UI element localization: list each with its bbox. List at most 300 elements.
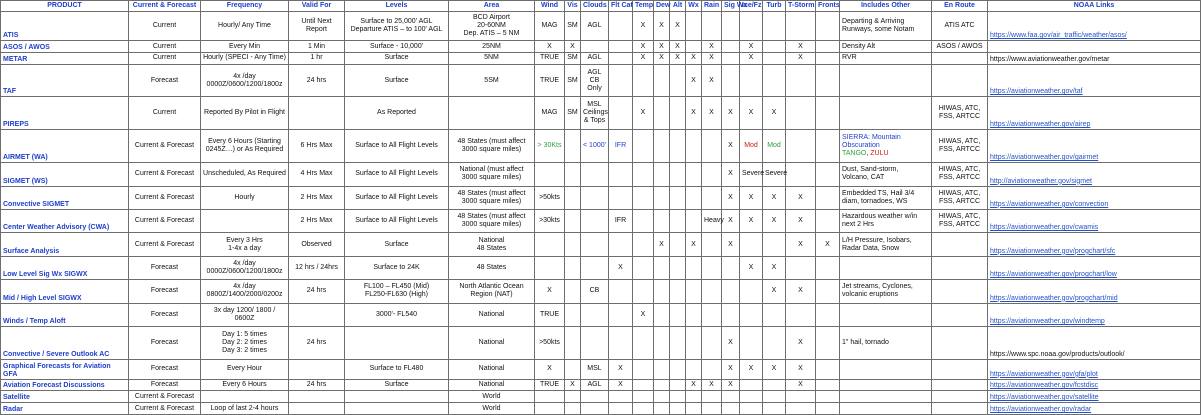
- cell-clouds: [581, 233, 609, 256]
- cell-clouds: CB: [581, 280, 609, 303]
- cell-enroute: [932, 327, 988, 360]
- cell-fronts: [816, 280, 840, 303]
- cell-wind: [535, 256, 565, 279]
- cell-freq: Every Hour: [201, 359, 289, 379]
- cell-alt: X: [670, 52, 686, 64]
- cell-area: 48 States (must affect 3000 square miles): [449, 186, 535, 209]
- cell-cf: Forecast: [129, 379, 201, 391]
- cell-enroute: [932, 52, 988, 64]
- cell-area: World: [449, 403, 535, 415]
- cell-wind: [535, 233, 565, 256]
- cell-freq: Hourly: [201, 186, 289, 209]
- cell-product: Low Level Sig Wx SIGWX: [1, 256, 129, 279]
- cell-icefz: [740, 327, 763, 360]
- cell-dew: [654, 379, 670, 391]
- cell-tstorm: [786, 97, 816, 130]
- cell-tstorm: X: [786, 209, 816, 232]
- header-row: [1, 1, 1201, 12]
- cell-turb: [763, 41, 786, 53]
- cell-temp: X: [633, 97, 654, 130]
- cell-icefz: X: [740, 359, 763, 379]
- cell-cf: Current: [129, 41, 201, 53]
- cell-tstorm: [786, 130, 816, 163]
- cell-temp: [633, 233, 654, 256]
- cell-vis: [565, 209, 581, 232]
- col-header-vis: Vis: [565, 1, 581, 12]
- cell-clouds: [581, 186, 609, 209]
- cell-cf: Forecast: [129, 64, 201, 97]
- cell-freq: Every 3 Hrs 1-4x a day: [201, 233, 289, 256]
- cell-fltcat: X: [609, 359, 633, 379]
- cell-icefz: X: [740, 256, 763, 279]
- cell-fltcat: [609, 52, 633, 64]
- cell-sigwx: [722, 12, 740, 41]
- cell-rain: [702, 403, 722, 415]
- cell-freq: 4x /day 0800Z/1400/2000/0200z: [201, 280, 289, 303]
- cell-freq: Loop of last 2-4 hours: [201, 403, 289, 415]
- cell-fronts: [816, 391, 840, 403]
- cell-includes: Hazardous weather w/in next 2 Hrs: [840, 209, 932, 232]
- cell-valid: 2 Hrs Max: [289, 209, 345, 232]
- cell-sigwx: [722, 280, 740, 303]
- cell-enroute: [932, 391, 988, 403]
- noaa-link[interactable]: https://aviationweather.gov/fcstdisc: [988, 379, 1201, 391]
- cell-tstorm: X: [786, 52, 816, 64]
- cell-cf: Forecast: [129, 327, 201, 360]
- cell-tstorm: [786, 12, 816, 41]
- cell-icefz: X: [740, 52, 763, 64]
- cell-fltcat: [609, 97, 633, 130]
- cell-levels: 3000'- FL540: [345, 303, 449, 326]
- cell-area: National (must affect 3000 square miles): [449, 163, 535, 186]
- cell-temp: [633, 209, 654, 232]
- cell-alt: [670, 256, 686, 279]
- cell-product: Convective SIGMET: [1, 186, 129, 209]
- cell-valid: 24 hrs: [289, 280, 345, 303]
- cell-dew: [654, 256, 670, 279]
- noaa-link[interactable]: https://www.aviationweather.gov/metar: [988, 52, 1201, 64]
- noaa-link[interactable]: https://aviationweather.gov/windtemp: [988, 303, 1201, 326]
- cell-product: Aviation Forecast Discussions: [1, 379, 129, 391]
- noaa-link[interactable]: https://aviationweather.gov/convection: [988, 186, 1201, 209]
- cell-cf: Current & Forecast: [129, 403, 201, 415]
- cell-enroute: HIWAS, ATC, FSS, ARTCC: [932, 130, 988, 163]
- cell-levels: Surface: [345, 233, 449, 256]
- cell-vis: SM: [565, 97, 581, 130]
- cell-tstorm: [786, 163, 816, 186]
- table-row-radar: [1, 403, 1201, 415]
- cell-enroute: HIWAS, ATC, FSS, ARTCC: [932, 209, 988, 232]
- cell-wx: [686, 359, 702, 379]
- cell-sigwx: [722, 303, 740, 326]
- col-header-en-route: En Route: [932, 1, 988, 12]
- cell-temp: [633, 256, 654, 279]
- cell-fltcat: X: [609, 379, 633, 391]
- cell-valid: [289, 303, 345, 326]
- cell-clouds: [581, 209, 609, 232]
- cell-tstorm: [786, 303, 816, 326]
- cell-cf: Current & Forecast: [129, 391, 201, 403]
- cell-icefz: X: [740, 209, 763, 232]
- cell-fltcat: [609, 303, 633, 326]
- col-header-noaa-links: NOAA Links: [988, 1, 1201, 12]
- cell-icefz: X: [740, 97, 763, 130]
- cell-clouds: AGL CB Only: [581, 64, 609, 97]
- cell-product: Surface Analysis: [1, 233, 129, 256]
- cell-rain: [702, 12, 722, 41]
- noaa-link[interactable]: https://aviationweather.gov/gfa/plot: [988, 359, 1201, 379]
- cell-enroute: [932, 379, 988, 391]
- cell-levels: Surface to All Flight Levels: [345, 209, 449, 232]
- cell-vis: SM: [565, 52, 581, 64]
- cell-clouds: [581, 163, 609, 186]
- cell-valid: 24 hrs: [289, 64, 345, 97]
- cell-area: 48 States (must affect 3000 square miles): [449, 130, 535, 163]
- cell-vis: [565, 391, 581, 403]
- cell-rain: [702, 163, 722, 186]
- cell-levels: Surface to All Flight Levels: [345, 130, 449, 163]
- cell-enroute: [932, 233, 988, 256]
- cell-includes: Density Alt: [840, 41, 932, 53]
- cell-wx: X: [686, 379, 702, 391]
- cell-levels: Surface to All Flight Levels: [345, 163, 449, 186]
- cell-alt: X: [670, 12, 686, 41]
- cell-turb: [763, 64, 786, 97]
- cell-cf: Forecast: [129, 256, 201, 279]
- cell-rain: [702, 186, 722, 209]
- cell-area: National: [449, 303, 535, 326]
- cell-product: ASOS / AWOS: [1, 41, 129, 53]
- cell-freq: 4x /day 0000Z/0600/1200/1800z: [201, 256, 289, 279]
- cell-valid: 1 hr: [289, 52, 345, 64]
- cell-fltcat: [609, 280, 633, 303]
- cell-dew: [654, 391, 670, 403]
- cell-tstorm: X: [786, 233, 816, 256]
- cell-includes: Jet streams, Cyclones, volcanic eruptions: [840, 280, 932, 303]
- cell-dew: [654, 403, 670, 415]
- cell-alt: [670, 233, 686, 256]
- cell-fronts: [816, 12, 840, 41]
- noaa-link[interactable]: https://www.faa.gov/air_traffic/weather/asos/: [988, 12, 1201, 41]
- cell-tstorm: X: [786, 41, 816, 53]
- table-row-winds-temp-aloft: [1, 303, 1201, 326]
- cell-product: Winds / Temp Aloft: [1, 303, 129, 326]
- cell-wx: [686, 186, 702, 209]
- cell-dew: X: [654, 41, 670, 53]
- cell-turb: [763, 233, 786, 256]
- cell-icefz: [740, 391, 763, 403]
- table-row-surface-analysis: [1, 233, 1201, 256]
- cell-fronts: [816, 379, 840, 391]
- cell-dew: [654, 280, 670, 303]
- col-header-current-forecast: Current & Forecast: [129, 1, 201, 12]
- cell-wx: X: [686, 97, 702, 130]
- cell-clouds: [581, 403, 609, 415]
- cell-freq: Unscheduled, As Required: [201, 163, 289, 186]
- cell-includes: L/H Pressure, Isobars, Radar Data, Snow: [840, 233, 932, 256]
- cell-levels: [345, 327, 449, 360]
- cell-fltcat: [609, 12, 633, 41]
- cell-dew: [654, 186, 670, 209]
- cell-fltcat: X: [609, 256, 633, 279]
- cell-turb: X: [763, 97, 786, 130]
- cell-alt: [670, 303, 686, 326]
- cell-freq: Every Min: [201, 41, 289, 53]
- cell-temp: X: [633, 41, 654, 53]
- cell-turb: X: [763, 359, 786, 379]
- cell-vis: [565, 303, 581, 326]
- cell-levels: Surface to 24K: [345, 256, 449, 279]
- cell-temp: [633, 391, 654, 403]
- cell-area: National 48 States: [449, 233, 535, 256]
- cell-wind: TRUE: [535, 52, 565, 64]
- cell-turb: Severe: [763, 163, 786, 186]
- cell-temp: [633, 163, 654, 186]
- cell-product: Graphical Forecasts for Aviation GFA: [1, 359, 129, 379]
- cell-enroute: [932, 403, 988, 415]
- cell-clouds: AGL: [581, 52, 609, 64]
- cell-wind: X: [535, 41, 565, 53]
- cell-temp: X: [633, 52, 654, 64]
- cell-wind: [535, 391, 565, 403]
- cell-fltcat: IFR: [609, 130, 633, 163]
- cell-area: North Atlantic Ocean Region (NAT): [449, 280, 535, 303]
- table-row-gfa: [1, 359, 1201, 379]
- cell-dew: [654, 327, 670, 360]
- cell-tstorm: X: [786, 359, 816, 379]
- cell-levels: Surface - 10,000': [345, 41, 449, 53]
- cell-area: 48 States (must affect 3000 square miles): [449, 209, 535, 232]
- cell-enroute: [932, 280, 988, 303]
- cell-fronts: [816, 209, 840, 232]
- noaa-link[interactable]: https://aviationweather.gov/taf: [988, 64, 1201, 97]
- cell-includes: RVR: [840, 52, 932, 64]
- cell-valid: [289, 97, 345, 130]
- cell-temp: [633, 64, 654, 97]
- cell-wx: [686, 12, 702, 41]
- cell-levels: Surface to 25,000' AGL Departure ATIS – to 100' AGL: [345, 12, 449, 41]
- cell-icefz: [740, 403, 763, 415]
- cell-area: 5SM: [449, 64, 535, 97]
- cell-rain: X: [702, 41, 722, 53]
- cell-turb: X: [763, 209, 786, 232]
- cell-alt: [670, 186, 686, 209]
- cell-wx: [686, 403, 702, 415]
- cell-clouds: [581, 256, 609, 279]
- cell-clouds: [581, 327, 609, 360]
- cell-sigwx: X: [722, 97, 740, 130]
- noaa-link[interactable]: https://aviationweather.gov/progchart/sfc: [988, 233, 1201, 256]
- cell-fltcat: [609, 41, 633, 53]
- cell-vis: X: [565, 379, 581, 391]
- cell-fltcat: [609, 233, 633, 256]
- tango-text: TANGO: [842, 150, 867, 158]
- cell-wx: X: [686, 52, 702, 64]
- cell-fltcat: [609, 327, 633, 360]
- cell-freq: [201, 209, 289, 232]
- cell-vis: X: [565, 41, 581, 53]
- cell-wind: X: [535, 359, 565, 379]
- cell-alt: [670, 64, 686, 97]
- noaa-link[interactable]: https://www.spc.noaa.gov/products/outlook/: [988, 327, 1201, 360]
- cell-vis: [565, 186, 581, 209]
- cell-sigwx: X: [722, 359, 740, 379]
- cell-valid: 4 Hrs Max: [289, 163, 345, 186]
- cell-rain: [702, 233, 722, 256]
- col-header-flt-cat: Flt Cat: [609, 1, 633, 12]
- cell-temp: [633, 130, 654, 163]
- noaa-link[interactable]: https://aviationweather.gov/airep: [988, 97, 1201, 130]
- cell-vis: [565, 403, 581, 415]
- cell-dew: [654, 359, 670, 379]
- cell-temp: [633, 403, 654, 415]
- cell-freq: [201, 391, 289, 403]
- cell-enroute: [932, 303, 988, 326]
- cell-icefz: [740, 303, 763, 326]
- cell-wx: [686, 163, 702, 186]
- cell-valid: 6 Hrs Max: [289, 130, 345, 163]
- cell-includes: [840, 303, 932, 326]
- cell-icefz: [740, 64, 763, 97]
- table-row-sigmet: [1, 163, 1201, 186]
- col-header-wx: Wx: [686, 1, 702, 12]
- col-header-area: Area: [449, 1, 535, 12]
- cell-sigwx: [722, 64, 740, 97]
- cell-freq: Hourly/ Any Time: [201, 12, 289, 41]
- col-header-valid-for: Valid For: [289, 1, 345, 12]
- cell-clouds: [581, 303, 609, 326]
- cell-levels: Surface: [345, 52, 449, 64]
- cell-wind: > 30Kts: [535, 130, 565, 163]
- cell-clouds: AGL: [581, 12, 609, 41]
- cell-wind: >50kts: [535, 327, 565, 360]
- cell-fltcat: [609, 163, 633, 186]
- cell-wx: [686, 209, 702, 232]
- cell-clouds: MSL: [581, 359, 609, 379]
- cell-alt: [670, 209, 686, 232]
- cell-vis: [565, 163, 581, 186]
- cell-area: BCD Airport 20-60NM Dep. ATIS – 5 NM: [449, 12, 535, 41]
- cell-clouds: < 1000': [581, 130, 609, 163]
- cell-freq: Every 6 Hours (Starting 0245Z…) or As Required: [201, 130, 289, 163]
- cell-link: [988, 41, 1201, 53]
- cell-wx: [686, 303, 702, 326]
- cell-rain: Heavy: [702, 209, 722, 232]
- cell-area: 48 States: [449, 256, 535, 279]
- col-header-alt: Alt: [670, 1, 686, 12]
- col-header-t-storm: T-Storm: [786, 1, 816, 12]
- cell-cf: Current: [129, 97, 201, 130]
- cell-levels: Surface to All Flight Levels: [345, 186, 449, 209]
- cell-icefz: [740, 12, 763, 41]
- cell-enroute: HIWAS, ATC, FSS, ARTCC: [932, 97, 988, 130]
- cell-rain: [702, 391, 722, 403]
- cell-cf: Current: [129, 52, 201, 64]
- cell-area: 5NM: [449, 52, 535, 64]
- cell-fronts: [816, 41, 840, 53]
- cell-cf: Current & Forecast: [129, 233, 201, 256]
- col-header-includes-other: Includes Other: [840, 1, 932, 12]
- cell-levels: FL100 – FL450 (Mid) FL250-FL630 (High): [345, 280, 449, 303]
- cell-area: 25NM: [449, 41, 535, 53]
- cell-product: Mid / High Level SIGWX: [1, 280, 129, 303]
- cell-vis: SM: [565, 64, 581, 97]
- cell-sigwx: X: [722, 233, 740, 256]
- table-row-afd: [1, 379, 1201, 391]
- cell-includes: [840, 64, 932, 97]
- cell-fltcat: [609, 186, 633, 209]
- table-row-cwa: [1, 209, 1201, 232]
- cell-vis: [565, 327, 581, 360]
- cell-rain: [702, 359, 722, 379]
- cell-wind: X: [535, 280, 565, 303]
- cell-dew: [654, 303, 670, 326]
- noaa-link[interactable]: https://aviationweather.gov/progchart/mid: [988, 280, 1201, 303]
- cell-icefz: [740, 280, 763, 303]
- cell-dew: [654, 163, 670, 186]
- cell-wx: [686, 391, 702, 403]
- cell-area: National: [449, 327, 535, 360]
- cell-rain: X: [702, 64, 722, 97]
- noaa-link[interactable]: https://aviationweather.gov/progchart/low: [988, 256, 1201, 279]
- cell-icefz: X: [740, 186, 763, 209]
- table-row-low-level-sigwx: [1, 256, 1201, 279]
- cell-dew: [654, 97, 670, 130]
- cell-fronts: [816, 186, 840, 209]
- sierra-text: SIERRA: Mountain Obscuration: [842, 134, 901, 150]
- cell-tstorm: X: [786, 327, 816, 360]
- cell-alt: [670, 391, 686, 403]
- noaa-link[interactable]: https://aviationweather.gov/gairmet: [988, 130, 1201, 163]
- table-row-taf: [1, 64, 1201, 97]
- cell-vis: [565, 233, 581, 256]
- cell-fronts: [816, 163, 840, 186]
- cell-sigwx: X: [722, 327, 740, 360]
- cell-rain: [702, 327, 722, 360]
- cell-sigwx: X: [722, 130, 740, 163]
- col-header-sig-wx: Sig Wx: [722, 1, 740, 12]
- cell-clouds: AGL: [581, 379, 609, 391]
- col-header-turb: Turb: [763, 1, 786, 12]
- cell-enroute: [932, 256, 988, 279]
- cell-fronts: [816, 97, 840, 130]
- cell-enroute: HIWAS, ATC, FSS, ARTCC: [932, 186, 988, 209]
- noaa-link[interactable]: http://aviationweather.gov/sigmet: [988, 163, 1201, 186]
- noaa-link[interactable]: https://aviationweather.gov/cwamis: [988, 209, 1201, 232]
- cell-turb: [763, 303, 786, 326]
- cell-cf: Forecast: [129, 303, 201, 326]
- cell-cf: Current & Forecast: [129, 130, 201, 163]
- cell-wind: TRUE: [535, 303, 565, 326]
- noaa-link[interactable]: https://aviationweather.gov/satellite: [988, 391, 1201, 403]
- cell-wind: TRUE: [535, 64, 565, 97]
- cell-product: METAR: [1, 52, 129, 64]
- table-row-metar: [1, 52, 1201, 64]
- cell-tstorm: [786, 256, 816, 279]
- table-row-convective-outlook: [1, 327, 1201, 360]
- cell-alt: [670, 163, 686, 186]
- cell-turb: X: [763, 186, 786, 209]
- noaa-link[interactable]: https://aviationweather.gov/radar: [988, 403, 1201, 415]
- cell-product: SIGMET (WS): [1, 163, 129, 186]
- cell-wx: [686, 130, 702, 163]
- cell-fronts: [816, 359, 840, 379]
- cell-product: TAF: [1, 64, 129, 97]
- table-row-mid-high-sigwx: [1, 280, 1201, 303]
- cell-dew: X: [654, 12, 670, 41]
- cell-icefz: Mod: [740, 130, 763, 163]
- col-header-product: PRODUCT: [1, 1, 129, 12]
